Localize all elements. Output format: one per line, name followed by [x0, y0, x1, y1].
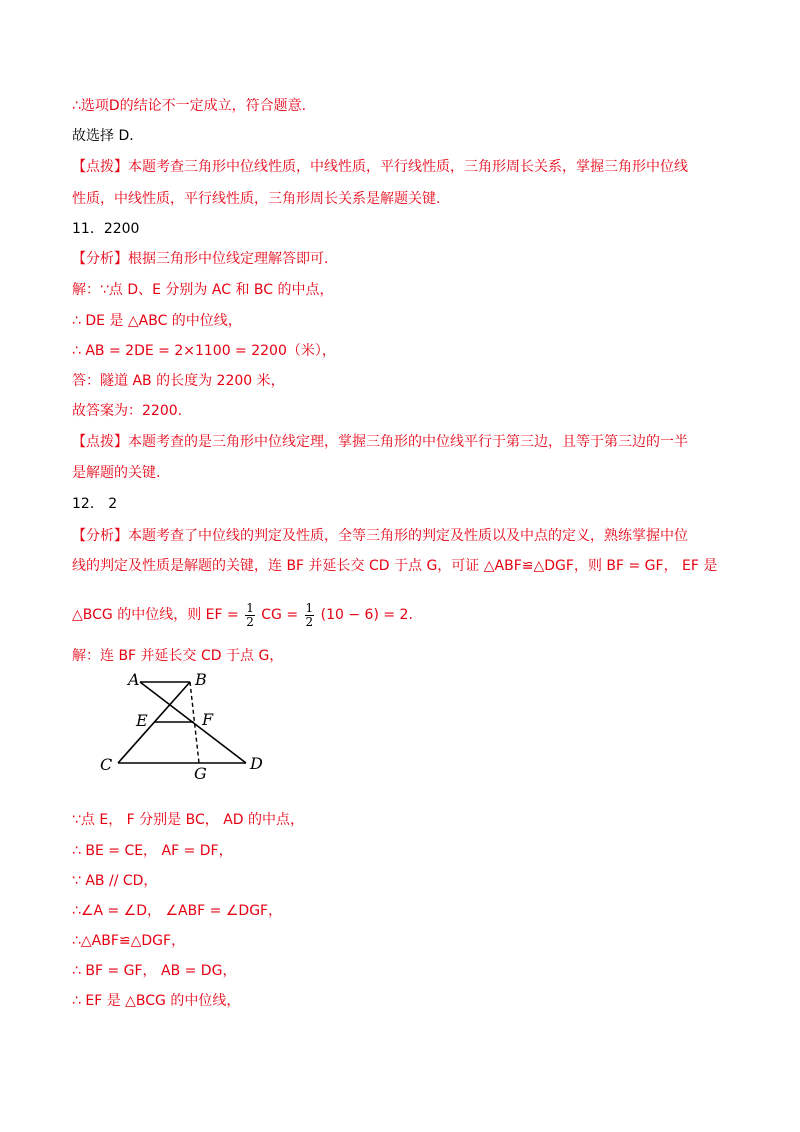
label-b: B — [195, 670, 207, 689]
text-line: ∴选项D的结论不一定成立，符合题意. — [72, 98, 307, 114]
text-line: 解：∵点 D、E 分别为 AC 和 BC 的中点， — [72, 282, 334, 298]
geometry-figure — [96, 668, 276, 784]
text-line: 【分析】根据三角形中位线定理解答即可. — [72, 251, 329, 267]
fraction — [245, 602, 255, 629]
text-line: 故选择 D. — [72, 128, 134, 144]
label-c: C — [100, 755, 113, 774]
text-line: 性质，中线性质，平行线性质，三角形周长关系是解题关键. — [72, 191, 441, 207]
label-a: A — [128, 670, 140, 689]
label-f: F — [202, 710, 214, 729]
text-segment: CG = — [261, 607, 299, 623]
text-line: 故答案为：2200. — [72, 403, 183, 419]
fraction — [305, 602, 315, 629]
answer-number: 12． 2 — [72, 496, 118, 512]
fraction-denominator: 2 — [246, 614, 254, 629]
text-line: ∴ BE = CE， AF = DF， — [72, 843, 233, 859]
text-line: 答：隧道 AB 的长度为 2200 米， — [72, 373, 285, 389]
text-line: 线的判定及性质是解题的关键，连 BF 并延长交 CD 于点 G，可证 △ABF≌△DGF，则 BF = GF， EF 是 — [72, 558, 718, 574]
text-line: ∵ AB // CD， — [72, 873, 158, 889]
text-line: ∴ AB = 2DE = 2×1100 = 2200（米）， — [72, 343, 336, 359]
text-line: 是解题的关键. — [72, 465, 161, 481]
text-line: ∴ DE 是 △ABC 的中位线， — [72, 313, 242, 329]
text-line: 解：连 BF 并延长交 CD 于点 G， — [72, 648, 284, 664]
text-line: 【点拨】本题考查三角形中位线性质，中线性质，平行线性质，三角形周长关系，掌握三角形中位线 — [72, 159, 688, 175]
text-segment: (10 − 6) = 2. — [320, 607, 413, 623]
label-d: D — [250, 754, 263, 773]
text-line-fraction — [72, 600, 413, 630]
fraction-numerator: 1 — [246, 600, 254, 615]
text-line: ∴△ABF≌△DGF， — [72, 933, 186, 949]
fraction-denominator: 2 — [305, 614, 314, 629]
fraction-numerator: 1 — [305, 600, 314, 615]
text-line: ∴∠A = ∠D， ∠ABF = ∠DGF， — [72, 903, 283, 919]
text-segment: △BCG 的中位线，则 EF = — [72, 607, 239, 623]
answer-number: 11．2200 — [72, 221, 140, 237]
label-e: E — [136, 711, 148, 730]
text-line: 【点拨】本题考查的是三角形中位线定理，掌握三角形的中位线平行于第三边，且等于第三边的一半 — [72, 434, 688, 450]
label-g: G — [194, 764, 207, 783]
text-line: ∴ EF 是 △BCG 的中位线， — [72, 993, 241, 1009]
text-line: 【分析】本题考查了中位线的判定及性质，全等三角形的判定及性质以及中点的定义，熟练掌握中位 — [72, 528, 688, 544]
text-line: ∴ BF = GF， AB = DG， — [72, 963, 237, 979]
text-line: ∵点 E， F 分别是 BC， AD 的中点， — [72, 812, 304, 828]
